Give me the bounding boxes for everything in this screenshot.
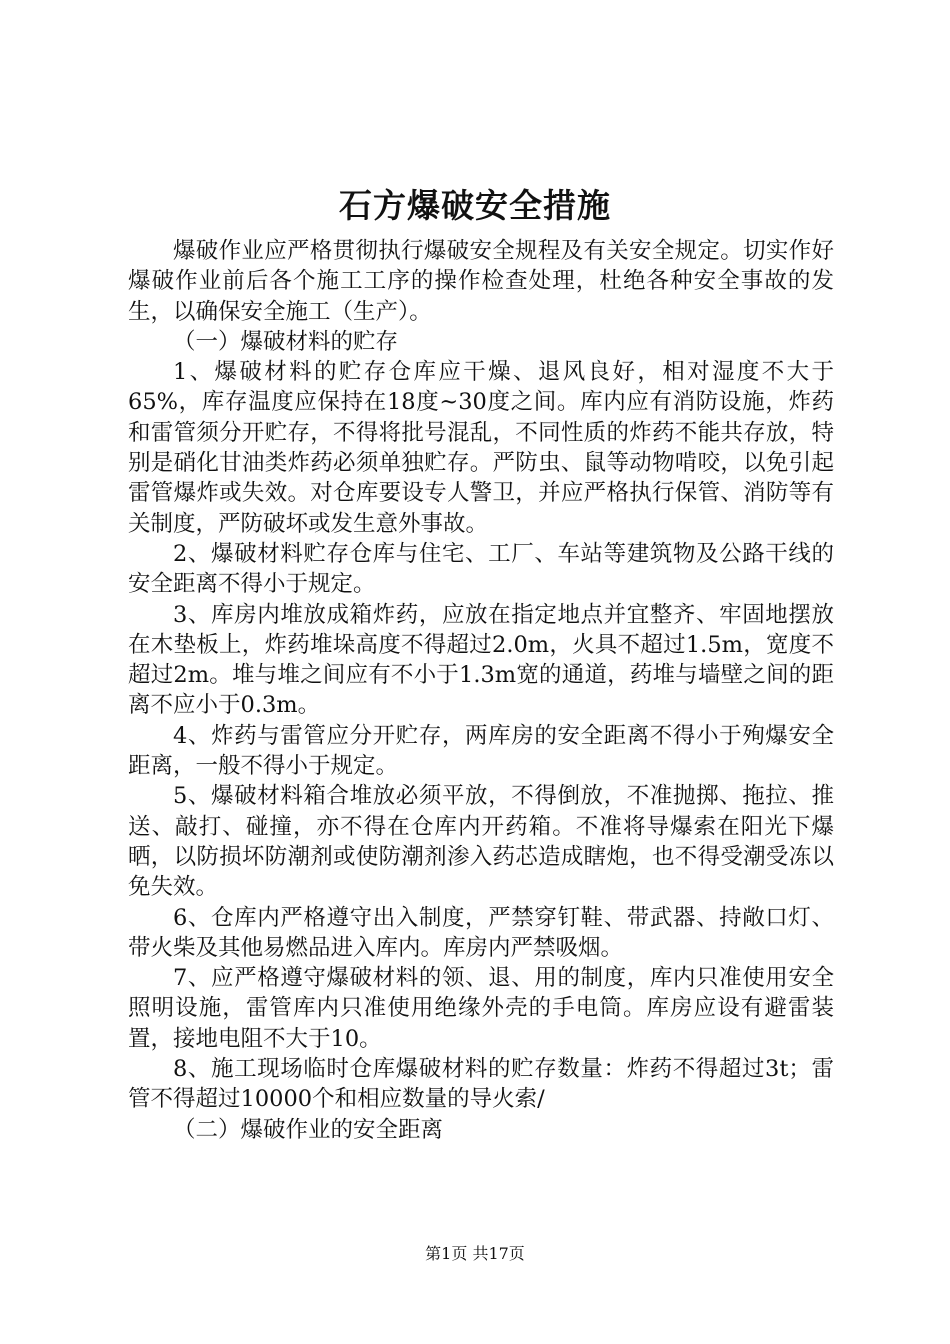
section-heading-safety-distance: （二）爆破作业的安全距离: [173, 1116, 444, 1143]
section-heading-storage: （一）爆破材料的贮存: [173, 328, 399, 355]
paragraph-item-6: 6、仓库内严格遵守出入制度，严禁穿钉鞋、带武器、持敞口灯、带火柴及其他易燃品进入库内。库房内严禁吸烟。: [128, 904, 834, 961]
page-number-footer: 第1页 共17页: [425, 1244, 525, 1263]
paragraph-item-7: 7、应严格遵守爆破材料的领、退、用的制度，库内只准使用安全照明设施，雷管库内只准使用绝缘外壳的手电筒。库房应设有避雷装置，接地电阻不大于10。: [128, 965, 834, 1052]
paragraph-item-8: 8、施工现场临时仓库爆破材料的贮存数量：炸药不得超过3t；雷管不得超过10000个和相应数量的导火索/: [128, 1056, 834, 1113]
paragraph-item-2: 2、爆破材料贮存仓库与住宅、工厂、车站等建筑物及公路干线的安全距离不得小于规定。: [128, 540, 834, 598]
paragraph-item-3: 3、库房内堆放成箱炸药，应放在指定地点并宜整齐、牢固地摆放在木垫板上，炸药堆垛高度不得超过2.0m，火具不超过1.5m，宽度不超过2m。堆与堆之间应有不小于1.3m宽的通道，药堆与墙壁之间的距离不应小于0.3m。: [128, 601, 834, 719]
paragraph-item-5: 5、爆破材料箱合堆放必须平放，不得倒放，不准抛掷、拖拉、推送、敲打、碰撞，亦不得在仓库内开药箱。不准将导爆索在阳光下爆晒，以防损坏防潮剂或使防潮剂渗入药芯造成瞎炮，也不得受潮受冻以免失效。: [128, 783, 834, 901]
paragraph-item-1: 1、爆破材料的贮存仓库应干燥、退风良好，相对湿度不大于65%，库存温度应保持在18度~30度之间。库内应有消防设施，炸药和雷管须分开贮存，不得将批号混乱，不同性质的炸药不能共存放，特别是硝化甘油类炸药必须单独贮存。严防虫、鼠等动物啃咬，以免引起雷管爆炸或失效。对仓库要设专人警卫，并应严格执行保管、消防等有关制度，严防破坏或发生意外事故。: [128, 359, 834, 537]
document-body: [128, 236, 834, 1145]
intro-paragraph: 爆破作业应严格贯彻执行爆破安全规程及有关安全规定。切实作好爆破作业前后各个施工工序的操作检查处理，杜绝各种安全事故的发生，以确保安全施工（生产）。: [128, 238, 834, 325]
paragraph-item-4: 4、炸药与雷管应分开贮存，两库房的安全距离不得小于殉爆安全距离，一般不得小于规定。: [128, 722, 834, 780]
document-title: 石方爆破安全措施: [339, 186, 611, 225]
